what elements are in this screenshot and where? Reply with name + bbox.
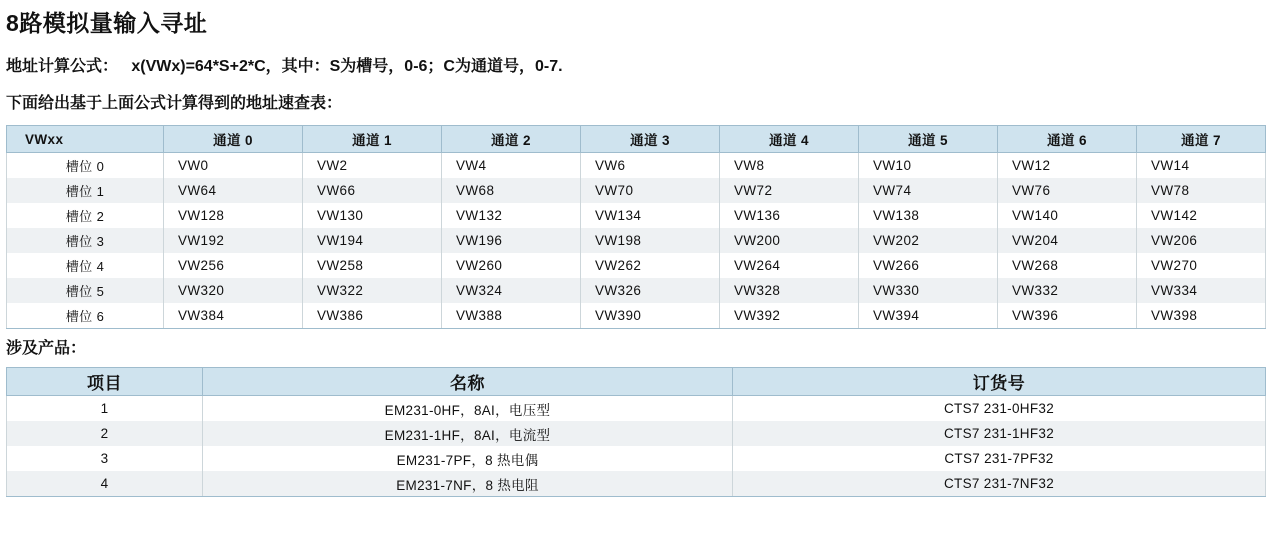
table-row [7, 278, 1266, 303]
addr-cell: VW72 [720, 178, 859, 203]
addr-cell: VW2 [303, 153, 442, 179]
addr-cell: VW320 [164, 278, 303, 303]
prod-item-no: 3 [7, 446, 203, 471]
addr-cell: VW200 [720, 228, 859, 253]
addr-header-cell: 通道 0 [164, 126, 303, 153]
addr-cell: VW4 [442, 153, 581, 179]
addr-cell: VW70 [581, 178, 720, 203]
table-row [7, 203, 1266, 228]
addr-cell: VW206 [1137, 228, 1266, 253]
addr-header-cell: 通道 7 [1137, 126, 1266, 153]
addr-cell: VW198 [581, 228, 720, 253]
addr-cell: VW128 [164, 203, 303, 228]
addr-cell: VW10 [859, 153, 998, 179]
addr-cell: VW74 [859, 178, 998, 203]
addr-cell: VW134 [581, 203, 720, 228]
addr-cell: VW12 [998, 153, 1137, 179]
addr-cell: VW390 [581, 303, 720, 329]
slot-label: 槽位 4 [7, 253, 164, 278]
table-header-row [7, 126, 1266, 153]
slot-label: 槽位 0 [7, 153, 164, 179]
addr-cell: VW332 [998, 278, 1137, 303]
formula-text: 地址计算公式： x(VWx)=64*S+2*C，其中：S为槽号，0-6；C为通道号，0-7. [6, 58, 563, 75]
table-header-row [7, 368, 1266, 396]
address-lookup-table [6, 125, 1266, 329]
table-row [7, 421, 1266, 446]
product-table [6, 367, 1266, 497]
table-row [7, 153, 1266, 179]
addr-cell: VW326 [581, 278, 720, 303]
addr-cell: VW142 [1137, 203, 1266, 228]
addr-cell: VW386 [303, 303, 442, 329]
prod-name: EM231-0HF，8AI，电压型 [203, 396, 733, 422]
addr-cell: VW14 [1137, 153, 1266, 179]
addr-cell: VW196 [442, 228, 581, 253]
prod-item-no: 4 [7, 471, 203, 497]
prod-item-no: 1 [7, 396, 203, 422]
addr-cell: VW138 [859, 203, 998, 228]
prod-item-no: 2 [7, 421, 203, 446]
slot-label: 槽位 3 [7, 228, 164, 253]
addr-cell: VW264 [720, 253, 859, 278]
addr-cell: VW266 [859, 253, 998, 278]
addr-header-cell: VWxx [7, 126, 164, 153]
prod-order-no: CTS7 231-1HF32 [733, 421, 1266, 446]
addr-cell: VW68 [442, 178, 581, 203]
prod-order-no: CTS7 231-7NF32 [733, 471, 1266, 497]
document-page [0, 8, 1271, 549]
addr-cell: VW140 [998, 203, 1137, 228]
prod-order-no: CTS7 231-0HF32 [733, 396, 1266, 422]
prod-header-cell: 订货号 [733, 368, 1266, 396]
table-row [7, 396, 1266, 422]
table-row [7, 228, 1266, 253]
addr-header-cell: 通道 5 [859, 126, 998, 153]
addr-cell: VW194 [303, 228, 442, 253]
addr-cell: VW330 [859, 278, 998, 303]
addr-cell: VW394 [859, 303, 998, 329]
prod-header-cell: 名称 [203, 368, 733, 396]
prod-order-no: CTS7 231-7PF32 [733, 446, 1266, 471]
addr-cell: VW192 [164, 228, 303, 253]
prod-name: EM231-7PF，8 热电偶 [203, 446, 733, 471]
addr-cell: VW0 [164, 153, 303, 179]
addr-cell: VW398 [1137, 303, 1266, 329]
addr-cell: VW260 [442, 253, 581, 278]
addr-cell: VW268 [998, 253, 1137, 278]
prod-name: EM231-7NF，8 热电阻 [203, 471, 733, 497]
addr-cell: VW328 [720, 278, 859, 303]
addr-cell: VW202 [859, 228, 998, 253]
intro-text: 下面给出基于上面公式计算得到的地址速查表： [6, 95, 343, 112]
prod-name: EM231-1HF，8AI，电流型 [203, 421, 733, 446]
addr-cell: VW396 [998, 303, 1137, 329]
addr-cell: VW384 [164, 303, 303, 329]
slot-label: 槽位 1 [7, 178, 164, 203]
slot-label: 槽位 5 [7, 278, 164, 303]
addr-cell: VW258 [303, 253, 442, 278]
addr-header-cell: 通道 2 [442, 126, 581, 153]
addr-cell: VW204 [998, 228, 1137, 253]
addr-cell: VW388 [442, 303, 581, 329]
addr-cell: VW262 [581, 253, 720, 278]
addr-header-cell: 通道 6 [998, 126, 1137, 153]
addr-cell: VW392 [720, 303, 859, 329]
addr-cell: VW130 [303, 203, 442, 228]
addr-cell: VW334 [1137, 278, 1266, 303]
products-label: 涉及产品： [6, 340, 87, 357]
addr-header-cell: 通道 3 [581, 126, 720, 153]
prod-header-cell: 项目 [7, 368, 203, 396]
addr-cell: VW256 [164, 253, 303, 278]
addr-cell: VW324 [442, 278, 581, 303]
addr-header-cell: 通道 4 [720, 126, 859, 153]
addr-cell: VW322 [303, 278, 442, 303]
addr-cell: VW76 [998, 178, 1137, 203]
addr-cell: VW270 [1137, 253, 1266, 278]
addr-cell: VW136 [720, 203, 859, 228]
table-row [7, 471, 1266, 497]
addr-cell: VW66 [303, 178, 442, 203]
addr-cell: VW132 [442, 203, 581, 228]
addr-cell: VW8 [720, 153, 859, 179]
table-row [7, 178, 1266, 203]
addr-header-cell: 通道 1 [303, 126, 442, 153]
addr-cell: VW64 [164, 178, 303, 203]
addr-cell: VW78 [1137, 178, 1266, 203]
table-row [7, 253, 1266, 278]
slot-label: 槽位 6 [7, 303, 164, 329]
addr-cell: VW6 [581, 153, 720, 179]
table-row [7, 303, 1266, 329]
page-title: 8路模拟量输入寻址 [6, 10, 208, 36]
slot-label: 槽位 2 [7, 203, 164, 228]
table-row [7, 446, 1266, 471]
